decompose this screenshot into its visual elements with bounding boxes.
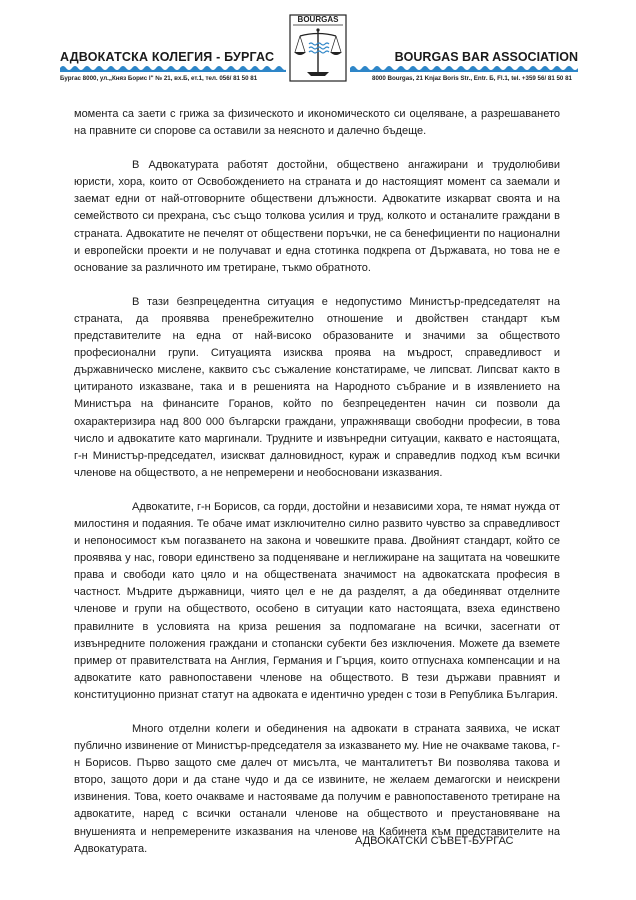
letterhead-title-bg: АДВОКАТСКА КОЛЕГИЯ - БУРГАС xyxy=(60,50,275,64)
paragraph-3: В тази безпрецедентна ситуация е недопустимо Министър-председателят на страната, да проявява пренебрежително отношение и двойствен стандарт към представителите на една от най-високо образованите и значими за обществото професионални групи. Ситуацията изисква проява на мъдрост, справедливост и държавническо мислене, каквито със съжаление констатираме, че липсват. Липсват както в цитираното изказване, така и в решенията на Народното събрание и в изявлението на Министъра на финансите Горанов, който по безпрецедентен начин си позволи да охарактеризира над 800 000 български граждани, упражняващи свободни професии, в това число и адвокатите като маргинали. Трудните и извънредни ситуации, каквато е настоящата, г-н Министър-председател, изискват далновидност, кураж и справедлив подход към всички членове на обществото, а не непремерени и необосновани изказвания. xyxy=(74,295,560,479)
paragraph-2: В Адвокатурата работят достойни, обществено ангажирани и трудолюбиви юристи, хора, които от Освобождението на страната и до настоящият момент са заемали и заемат едни от най-отговорните обществени длъжности. Адвокатите изкарват своята и на семейството си прехрана, със също толкова усилия и труд, колкото и останалите граждани в страната. Адвокатите не печелят от обществени поръчки, не са бенефициенти по национални и европейски проекти и не получават и една стотинка подкрепа от Държавата, но това не е основание за различното им третиране, тъкмо обратното. xyxy=(74,159,560,274)
bar-association-logo xyxy=(289,14,347,82)
letter-body xyxy=(74,106,560,875)
scales-of-justice-icon xyxy=(289,14,347,82)
letterhead-address-en: 8000 Bourgas, 21 Knjaz Boris Str., Entr. Б, Fl.1, tel. +359 56/ 81 50 81 xyxy=(372,75,572,82)
paragraph-4: Адвокатите, г-н Борисов, са горди, достойни и независими хора, те нямат нужда от милостиня и подаяния. Те обаче имат изключително силно развито чувство за справедливост и непоносимост към погазването на закона и човешките права. Двойният стандарт, който се проявява у нас, говори единствено за подценяване и неглижиране на защитата на човешките права и свободи като цяло и на обществената значимост на адвокатската професия в частност. Мъдрите държавници, чиято цел е не да разделят, а да обединяват отделните членове и групи на обществото, особено в ситуации като настоящата, взеха единствено правилните в условията на криза решения за подпомагане на всички, засегнати от извънредните положения граждани и стопански субекти без изключения. Можете да вземете пример от правителствата на Англия, Германия и Гърция, които отпуснаха компенсации и на адвокатите като равнопоставени членове на обществото. В тези държави правният и конституционно признат статут на адвоката е идентично уреден с този в Република България. xyxy=(74,500,560,701)
letterhead-wave-right xyxy=(350,64,578,72)
paragraph-1: момента са заети с грижа за физическото и икономическото си оцеляване, а разрешаването на правните си спорове са оставили за неясното и далечно бъдеще. xyxy=(74,108,560,138)
logo-label: BOURGAS xyxy=(297,15,339,24)
letterhead-title-en: BOURGAS BAR ASSOCIATION xyxy=(394,50,578,64)
letterhead-wave-left xyxy=(60,64,286,72)
signature-line: АДВОКАТСКИ СЪВЕТ-БУРГАС xyxy=(355,835,514,847)
paragraph-5: Много отделни колеги и обединения на адвокати в страната заявиха, че искат публично извинение от Министър-председателя за изказването му. Ние не очакваме такова, г-н Борисов. Първо защото сме далеч от мисълта, че манталитетът Ви позволява такова и второ, защото дори и да стане чудо и да се извините, не желаем демагогски и неискрени извинения. Това, което очакваме и настояваме да получим е равнопоставеното третиране на адвокатите, наред с всички останали членове на обществото и преустановяване на внушенията и непремерените изказвания на членове на Кабинета към представителите на Адвокатурата. xyxy=(74,723,560,855)
letterhead-address-bg: Бургас 8000, ул.„Княз Борис I" № 21, вх.Б, ет.1, тел. 056/ 81 50 81 xyxy=(60,75,258,82)
